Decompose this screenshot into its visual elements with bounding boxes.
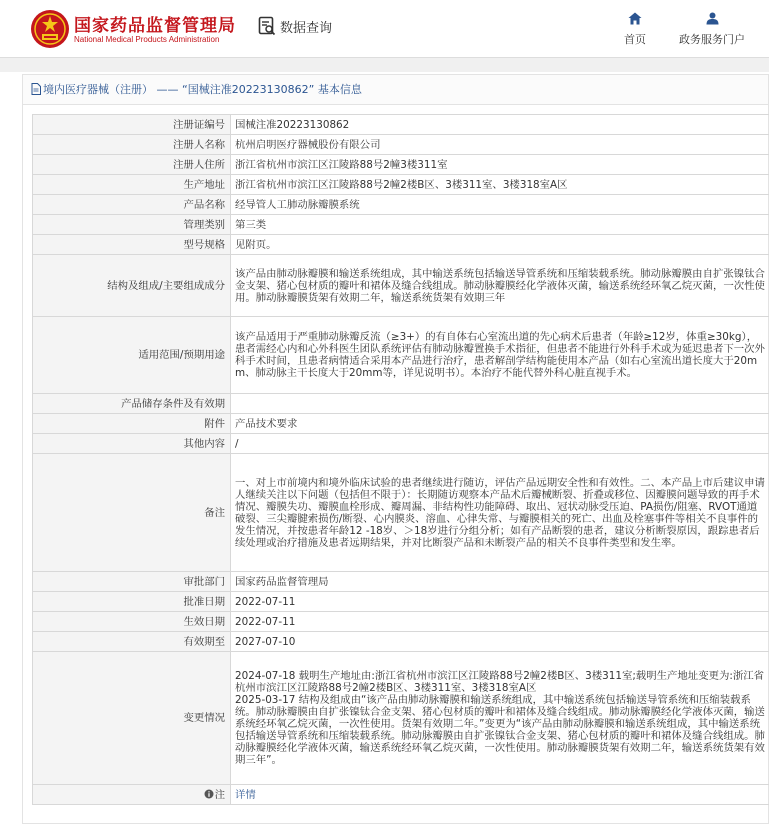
note-label: 注 [214,788,225,801]
field-label: 生效日期 [33,612,231,632]
user-icon [706,12,719,25]
field-value: 2022-07-11 [231,592,769,612]
field-value: 该产品适用于严重肺动脉瓣反流（≥3+）的有自体右心室流出道的先心病术后患者（年龄≥12岁，体重≥30kg），患者需经心内和心外科医生团队系统评估有肺动脉瓣置换手术指征，但患者不能进行外科手术或为延迟患者下一次外科手术时间，且患者病情适合采用本产品进行治疗，患者解剖学结构能使用本产品（如右心室流出道长度大于20mm、肺动脉主干长度大于20mm等，详见说明书）。本治疗不能代替外科心脏直视手术。 [231,317,769,394]
home-icon [628,12,642,25]
table-row [33,434,769,454]
table-row [33,195,769,215]
field-value: 国家药品监督管理局 [231,572,769,592]
table-row [33,175,769,195]
table-row [33,235,769,255]
details-link[interactable]: 详情 [235,788,256,801]
table-row [33,215,769,235]
field-value: 浙江省杭州市滨江区江陵路88号2幢2楼B区、3楼311室、3楼318室A区 [231,175,769,195]
table-row [33,592,769,612]
table-row [33,135,769,155]
field-value [231,394,769,414]
nav-service-label: 政务服务门户 [679,33,745,46]
data-query-icon [258,16,276,36]
field-value: 2024-07-18 载明生产地址由:浙江省杭州市滨江区江陵路88号2幢2楼B区、3楼311室;载明生产地址变更为:浙江省杭州市滨江区江陵路88号2幢2楼B区、3楼311室、3楼318室A区 2025-03-17 结构及组成由“该产品由肺动脉瓣膜和输送系统组成，其中输送系统包括输送导管系统和压缩装载系统。肺动脉瓣膜由自扩张镍钛合金支架、猪心包材质的瓣叶和裙体及缝合线组成。肺动脉瓣膜经化学液体灭菌，输送系统经环氧乙烷灭菌，一次性使用。货架有效期二年。”变更为“该产品由肺动脉瓣膜和输送系统组成，其中输送系统包括输送导管系统和压缩装载系统。肺动脉瓣膜由自扩张镍钛合金支架、猪心包材质的瓣叶和裙体及缝合线组成。肺动脉瓣膜经化学液体灭菌，输送系统经环氧乙烷灭菌，一次性使用。肺动脉瓣膜货架有效期二年，输送系统货架有效期三年”。 [231,652,769,785]
field-value: 一、对上市前境内和境外临床试验的患者继续进行随访，评估产品远期安全性和有效性。二、本产品上市后建议申请人继续关注以下问题（包括但不限于）：长期随访观察本产品术后瓣械断裂、折叠或移位、因瓣膜问题导致的再手术情况、瓣膜失功、瓣膜血栓形成、瓣周漏、非结构性功能障碍、取出、冠状动脉受压迫、PA损伤/阻塞、RVOT通道破裂、三尖瓣腱索损伤/断裂、心内膜炎、溶血、心律失常、与瓣膜相关的死亡、出血及栓塞事件等相关不良事件的发生情况，并按患者年龄12 -18岁、＞18岁进行分组分析；如有产品断裂的患者，建议分析断裂原因，跟踪患者后续处理或治疗措施及患者远期结果，并对比断裂产品和未断裂产品的相关不良事件类型和发生率。 [231,454,769,572]
field-label [33,785,231,805]
table-row [33,317,769,394]
field-label: 批准日期 [33,592,231,612]
field-value: 见附页。 [231,235,769,255]
document-icon [31,83,41,95]
national-emblem-icon [30,9,70,49]
field-label: 生产地址 [33,175,231,195]
table-row [33,652,769,785]
field-label: 注册人住所 [33,155,231,175]
field-label: 有效期至 [33,632,231,652]
detail-table [32,114,769,805]
field-value: 浙江省杭州市滨江区江陵路88号2幢3楼311室 [231,155,769,175]
field-label: 其他内容 [33,434,231,454]
field-label: 备注 [33,454,231,572]
field-label: 注册人名称 [33,135,231,155]
field-value: 该产品由肺动脉瓣膜和输送系统组成，其中输送系统包括输送导管系统和压缩装载系统。肺动脉瓣膜由自扩张镍钛合金支架、猪心包材质的瓣叶和裙体及缝合线组成。肺动脉瓣膜经化学液体灭菌，输送系统经环氧乙烷灭菌，一次性使用。肺动脉瓣膜货架有效期二年，输送系统货架有效期三年 [231,255,769,317]
field-value: 经导管人工肺动脉瓣膜系统 [231,195,769,215]
field-value: 2022-07-11 [231,612,769,632]
field-value: / [231,434,769,454]
nav-home[interactable] [619,12,651,47]
table-row [33,632,769,652]
data-query-label: 数据查询 [280,20,333,36]
table-row [33,155,769,175]
field-label: 管理类别 [33,215,231,235]
nav-service-portal[interactable] [672,12,752,47]
field-value: 产品技术要求 [231,414,769,434]
field-label: 审批部门 [33,572,231,592]
site-name: 国家药品监督管理局 [74,16,236,36]
field-label: 适用范围/预期用途 [33,317,231,394]
breadcrumb-text: 境内医疗器械（注册） —— “国械注准20223130862” 基本信息 [43,83,362,96]
field-value: 国械注准20223130862 [231,115,769,135]
field-value: 第三类 [231,215,769,235]
field-label: 变更情况 [33,652,231,785]
field-value: 2027-07-10 [231,632,769,652]
table-row [33,255,769,317]
site-name-en: National Medical Products Administration [74,35,220,44]
field-label: 附件 [33,414,231,434]
field-label: 型号规格 [33,235,231,255]
field-label: 产品名称 [33,195,231,215]
table-row [33,785,769,805]
data-query-link[interactable] [258,16,332,36]
table-row [33,394,769,414]
table-row [33,572,769,592]
site-header [0,0,769,58]
table-row [33,414,769,434]
detail-panel [22,74,769,824]
field-label: 结构及组成/主要组成成分 [33,255,231,317]
nav-home-label: 首页 [624,33,646,46]
field-value: 杭州启明医疗器械股份有限公司 [231,135,769,155]
table-row [33,612,769,632]
header-gap [0,58,769,72]
table-row [33,115,769,135]
table-row [33,454,769,572]
field-label: 注册证编号 [33,115,231,135]
breadcrumb [23,75,768,105]
field-label: 产品储存条件及有效期 [33,394,231,414]
info-dot-icon [204,789,214,799]
